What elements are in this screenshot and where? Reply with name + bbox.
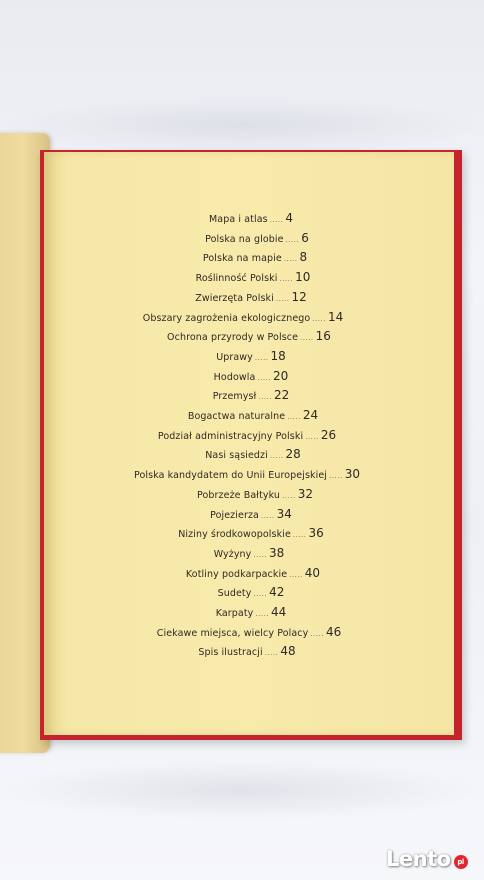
toc-entry-title: Ciekawe miejsca, wielcy Polacy (156, 627, 309, 639)
toc-leader-dots: ..... (283, 255, 298, 264)
toc-entry (44, 623, 454, 642)
toc-entry-title: Karpaty (215, 608, 254, 619)
toc-leader-dots: ..... (255, 610, 270, 618)
toc-entry-page: 44 (271, 605, 287, 619)
toc-entry-title: Kotliny podkarpackie (185, 568, 288, 580)
toc-entry-title: Sudety (217, 588, 252, 600)
toc-entry-page: 20 (273, 368, 289, 383)
toc-leader-dots: ..... (264, 649, 279, 658)
toc-entry-title: Spis ilustracji (198, 647, 263, 659)
toc-entry-page: 16 (315, 329, 331, 344)
toc-entry-page: 8 (299, 250, 308, 265)
toc-entry (50, 485, 460, 504)
toc-entry (46, 288, 456, 307)
toc-entry-page: 4 (285, 211, 293, 225)
toc-leader-dots: ..... (253, 550, 268, 559)
toc-entry-page: 46 (325, 624, 342, 639)
toc-entry (46, 209, 456, 228)
toc-entry (38, 308, 448, 327)
cloth-fold (0, 95, 484, 155)
toc-entry (42, 426, 452, 445)
toc-entry-title: Niziny środkowopolskie (178, 529, 291, 541)
toc-entry (48, 445, 458, 464)
toc-leader-dots: ..... (257, 373, 272, 382)
toc-entry-page: 24 (302, 408, 319, 422)
toc-entry-title: Roślinność Polski (195, 273, 278, 285)
toc-entry-page: 32 (297, 486, 313, 501)
toc-entry (42, 642, 452, 661)
toc-entry-page: 38 (269, 545, 285, 560)
toc-entry-page: 10 (295, 270, 311, 285)
toc-leader-dots: ..... (269, 452, 284, 461)
toc-leader-dots: ..... (279, 275, 294, 284)
toc-leader-dots: ..... (282, 491, 296, 500)
toc-entry-page: 14 (327, 309, 344, 324)
toc-entry (48, 564, 458, 583)
toc-leader-dots: ..... (329, 472, 343, 481)
toc-entry (42, 465, 452, 484)
toc-leader-dots: ..... (258, 393, 272, 402)
toc-leader-dots: ..... (253, 590, 268, 599)
toc-entry (52, 229, 462, 248)
toc-entry-page: 22 (273, 388, 290, 403)
toc-entry-title: Mapa i atlas (209, 214, 268, 225)
toc-entry-page: 12 (291, 289, 307, 304)
toc-leader-dots: ..... (269, 216, 284, 224)
toc-leader-dots: ..... (275, 294, 290, 303)
toc-entry-page: 26 (320, 427, 337, 442)
toc-leader-dots: ..... (289, 570, 303, 579)
toc-entry-page: 34 (276, 506, 292, 521)
toc-entry-page: 28 (285, 447, 301, 462)
toc-leader-dots: ..... (310, 629, 324, 638)
toc-entry-title: Pojezierza (210, 509, 259, 521)
toc-entry-title: Uprawy (216, 351, 253, 363)
toc-entry (48, 268, 458, 287)
toc-entry (46, 347, 456, 366)
toc-entry-title: Wyżyny (213, 548, 252, 560)
toc-entry (46, 583, 456, 602)
toc-entry (50, 248, 460, 267)
toc-entry-page: 6 (301, 230, 309, 245)
toc-leader-dots: ..... (260, 511, 275, 520)
toc-entry (46, 505, 456, 524)
toc-leader-dots: ..... (312, 314, 326, 323)
toc-entry-title: Obszary zagrożenia ekologicznego (142, 312, 311, 324)
toc-entry (46, 386, 456, 405)
toc-entry-page: 36 (308, 526, 324, 541)
toc-entry-title: Nasi sąsiedzi (205, 450, 268, 462)
toc-entry-page: 30 (344, 467, 360, 482)
toc-entry (44, 544, 454, 563)
toc-entry-title: Hodowla (213, 371, 256, 383)
toc-entry-title: Zwierzęta Polski (195, 292, 274, 304)
toc-entry-page: 40 (304, 565, 321, 580)
cloth-fold (0, 760, 484, 820)
toc-leader-dots: ..... (287, 413, 301, 421)
toc-entry-title: Pobrzeże Bałtyku (197, 489, 281, 501)
toc-entry-page: 18 (270, 348, 286, 363)
toc-entry-title: Polska na globie (205, 233, 284, 245)
toc-entry (48, 406, 458, 425)
toc-leader-dots: ..... (300, 334, 314, 343)
toc-entry (44, 327, 454, 346)
toc-entry (46, 524, 456, 543)
watermark-text: Lento (386, 847, 451, 871)
toc-entry (46, 603, 456, 622)
toc-entry-title: Polska na mapie (202, 253, 282, 265)
toc-leader-dots: ..... (305, 432, 319, 441)
toc-leader-dots: ..... (292, 531, 307, 540)
table-of-contents (44, 209, 454, 669)
toc-entry (46, 367, 456, 386)
toc-entry-title: Polska kandydatem do Unii Europejskiej (134, 470, 328, 482)
toc-entry-title: Przemysł (212, 391, 257, 403)
watermark-suffix: pl (454, 855, 468, 869)
toc-leader-dots: ..... (285, 235, 300, 244)
toc-entry-title: Ochrona przyrody w Polsce (167, 332, 299, 344)
toc-entry-page: 48 (280, 644, 296, 659)
lento-watermark (386, 845, 468, 873)
toc-entry-title: Bogactwa naturalne (187, 411, 286, 422)
toc-leader-dots: ..... (254, 353, 269, 362)
toc-entry-page: 42 (269, 585, 285, 600)
toc-entry-title: Podział administracyjny Polski (157, 430, 304, 442)
